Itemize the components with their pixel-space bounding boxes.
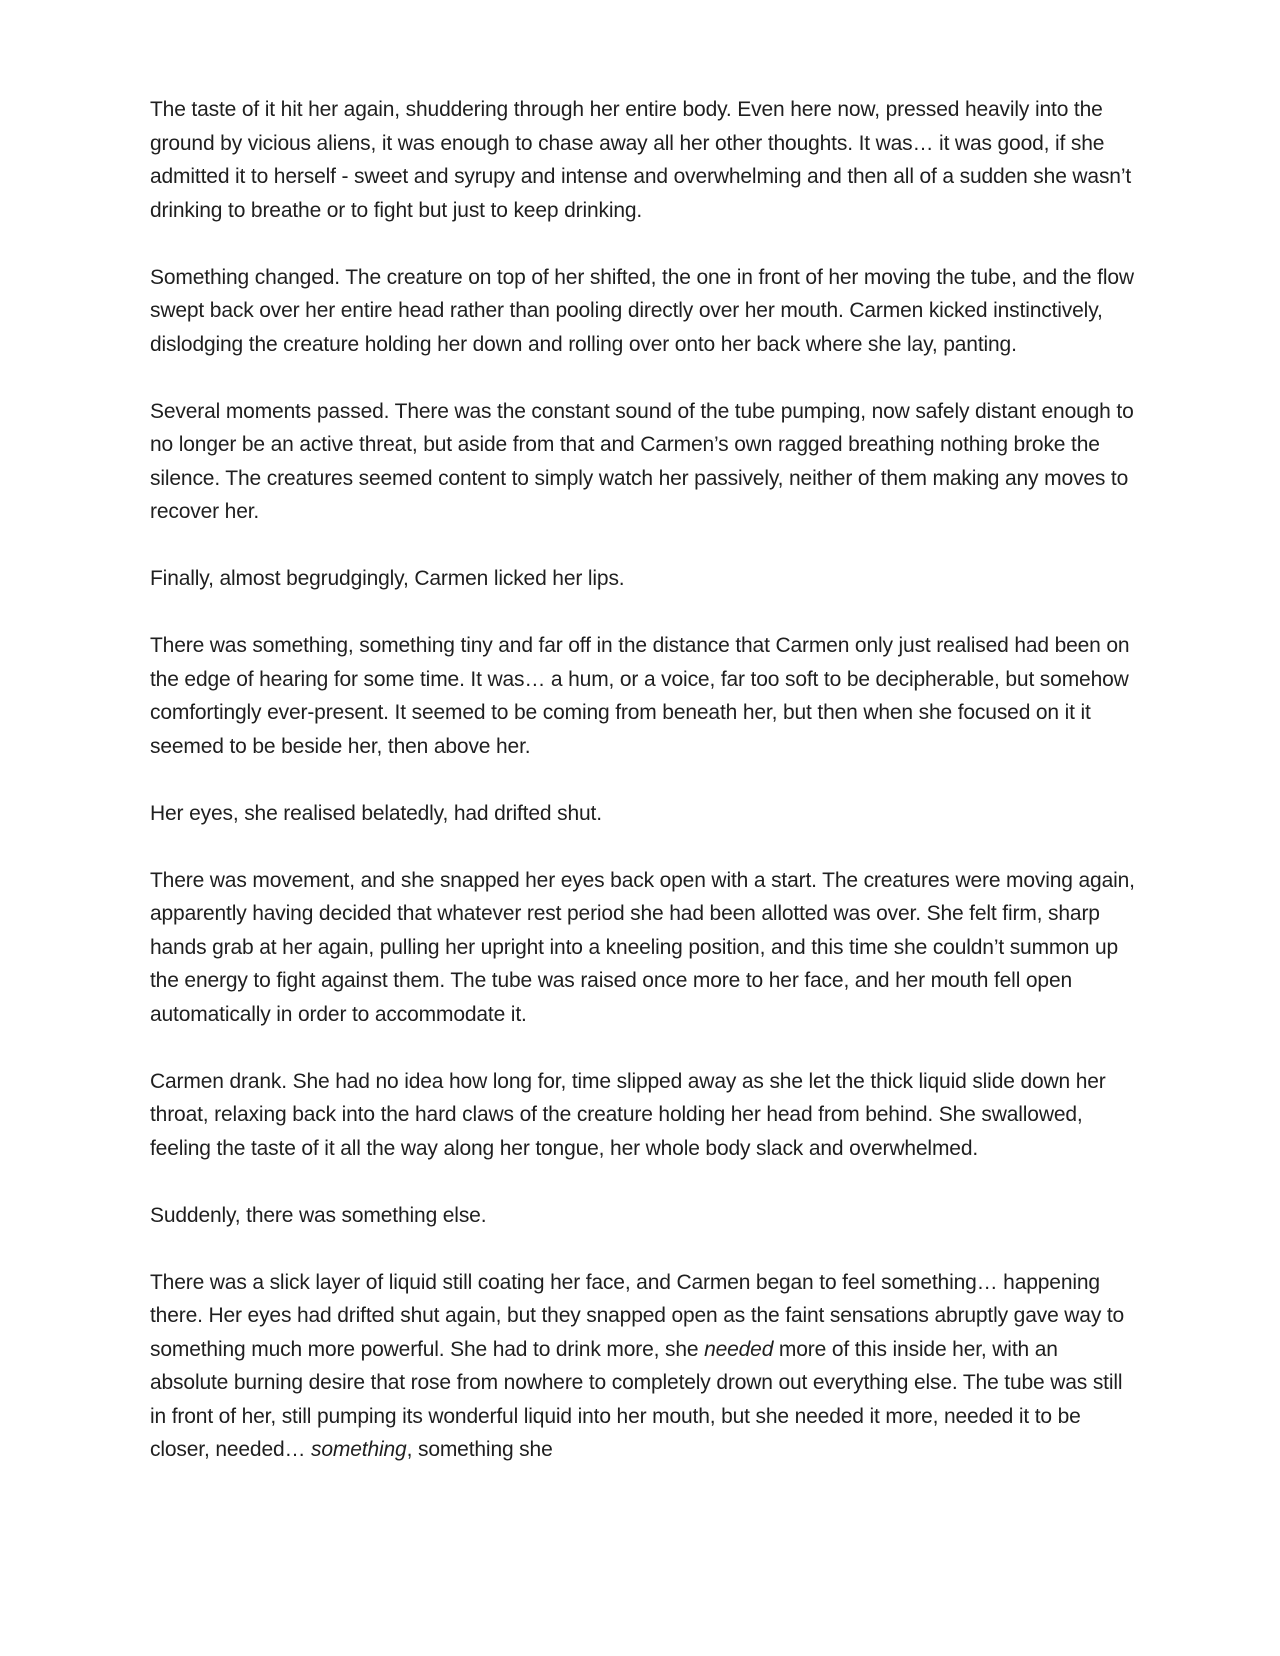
document-body [150, 93, 1135, 1467]
paragraph-text: There was a slick layer of liquid still coating her face, and Carmen began to feel something… happening there. Her eyes had drifted shut again, but they snapped open as the faint sensations abruptly gave way to something much more powerful. She had to drink more, she [150, 1270, 1125, 1361]
paragraph-text: more of this inside her, with an absolute burning desire that rose from nowhere to completely drown out everything else. The tube was still in front of her, still pumping its wonderful liquid into her mouth, but she needed it more, needed it to be closer, needed… [150, 1337, 1123, 1461]
paragraph-text: Suddenly, there was something else. [150, 1203, 487, 1227]
paragraph-text: There was something, something tiny and far off in the distance that Carmen only just realised had been on the edge of hearing for some time. It was… a hum, or a voice, far too soft to be decipherable, but somehow comfortingly ever-present. It seemed to be coming from beneath her, but then when she focused on it it seemed to be beside her, then above her. [150, 634, 1130, 758]
paragraph-text: Finally, almost begrudgingly, Carmen licked her lips. [150, 567, 625, 590]
paragraph [150, 1199, 1135, 1233]
paragraph [150, 562, 1135, 596]
paragraph [150, 1266, 1135, 1467]
paragraph [150, 93, 1135, 227]
paragraph-text: Her eyes, she realised belatedly, had drifted shut. [150, 801, 602, 825]
emphasized-text: needed [704, 1337, 774, 1361]
paragraph-text: There was movement, and she snapped her eyes back open with a start. The creatures were moving again, apparently having decided that whatever rest period she had been allotted was over. She felt firm, sharp hands grab at her again, pulling her upright into a kneeling position, and this time she couldn’t summon up the energy to fight against them. The tube was raised once more to her face, and her mouth fell open automatically in order to accommodate it. [150, 868, 1135, 1026]
paragraph [150, 261, 1135, 362]
emphasized-text: something [311, 1438, 407, 1461]
paragraph-text: Several moments passed. There was the constant sound of the tube pumping, now safely distant enough to no longer be an active threat, but aside from that and Carmen’s own ragged breathing nothing broke the silence. The creatures seemed content to simply watch her passively, neither of them making any moves to recover her. [150, 399, 1134, 523]
paragraph-text: , something she [406, 1438, 553, 1461]
paragraph-text: The taste of it hit her again, shuddering through her entire body. Even here now, pressed heavily into the ground by vicious aliens, it was enough to chase away all her other thoughts. It was… it was good, if she admitted it to herself - sweet and syrupy and intense and overwhelming and then all of a sudden she wasn’t drinking to breathe or to fight but just to keep drinking. [150, 98, 1132, 222]
paragraph [150, 629, 1135, 763]
paragraph [150, 864, 1135, 1032]
paragraph [150, 797, 1135, 831]
paragraph-text: Carmen drank. She had no idea how long for, time slipped away as she let the thick liquid slide down her throat, relaxing back into the hard claws of the creature holding her head from behind. She swallowed, feeling the taste of it all the way along her tongue, her whole body slack and overwhelmed. [150, 1069, 1106, 1160]
paragraph [150, 395, 1135, 529]
paragraph-text: Something changed. The creature on top of her shifted, the one in front of her moving the tube, and the flow swept back over her entire head rather than pooling directly over her mouth. Carmen kicked instinctively, dislodging the creature holding her down and rolling over onto her back where she lay, panting. [150, 265, 1134, 356]
paragraph [150, 1065, 1135, 1166]
